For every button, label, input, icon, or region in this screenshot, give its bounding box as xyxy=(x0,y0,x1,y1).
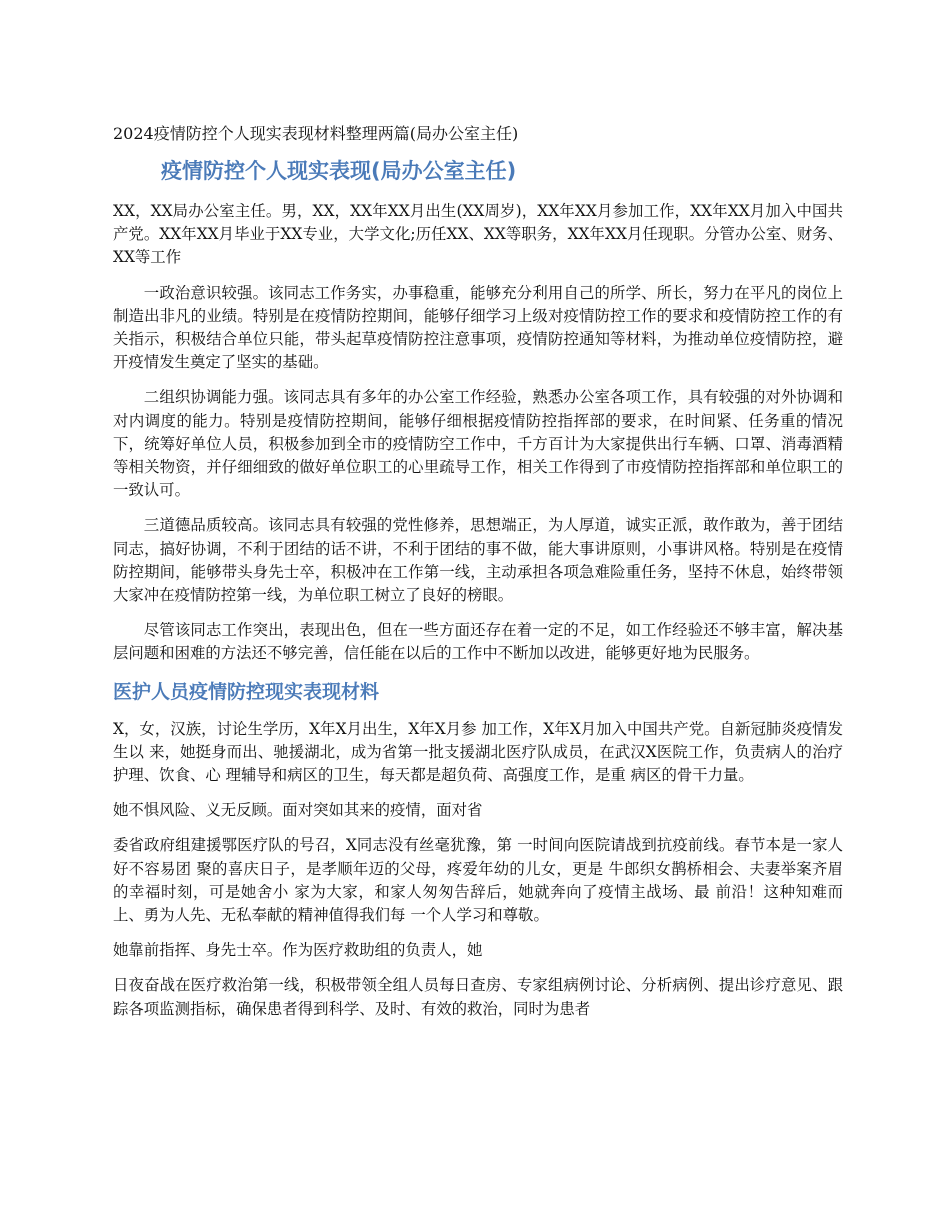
paragraph-moral-quality: 三道德品质较高。该同志具有较强的党性修养，思想端正，为人厚道，诚实正派，敢作敢为，善于团结同志，搞好协调，不利于团结的话不讲，不利于团结的事不做，能大事讲原则，小事讲风格。特别是在疫情防控期间，能够带头身先士卒，积极冲在工作第一线，主动承担各项急难险重任务，坚持不休息，始终带领大家冲在疫情防控第一线，为单位职工树立了良好的榜眼。 xyxy=(113,516,843,605)
section-heading-medical-staff: 医护人员疫情防控现实表现材料 xyxy=(113,680,380,703)
paragraph-fearless: 她不惧风险、义无反顾。面对突如其来的疫情，面对省 xyxy=(113,801,483,820)
paragraph-leading: 她靠前指挥、身先士卒。作为医疗救助组的负责人，她 xyxy=(113,941,483,960)
paragraph-political-awareness: 一政治意识较强。该同志工作务实，办事稳重，能够充分利用自己的所学、所长，努力在平凡的岗位上制造出非凡的业绩。特别是在疫情防控期间，能够仔细学习上级对疫情防控工作的要求和疫情防控工作的有关指示，积极结合单位只能，带头起草疫情防控注意事项，疫情防控通知等材料，为推动单位疫情防控，避开疫情发生奠定了坚实的基础。 xyxy=(113,283,843,372)
paragraph-shortcomings: 尽管该同志工作突出，表现出色，但在一些方面还存在着一定的不足，如工作经验还不够丰富，解决基层问题和困难的方法还不够完善，信任能在以后的工作中不断加以改进，能够更好地为民服务。 xyxy=(113,621,843,663)
section-heading-office-director: 疫情防控个人现实表现(局办公室主任) xyxy=(161,159,517,183)
document-page xyxy=(113,122,843,1033)
paragraph-frontline: 日夜奋战在医疗救治第一线，积极带领全组人员每日查房、专家组病例讨论、分析病例、提出诊疗意见、跟踪各项监测指标，确保患者得到科学、及时、有效的救治，同时为患者 xyxy=(113,976,843,1018)
paragraph-volunteer: 委省政府组建援鄂医疗队的号召，X同志没有丝毫犹豫，第 一时间向医院请战到抗疫前线。春节本是一家人好不容易团 聚的喜庆日子，是孝顺年迈的父母，疼爱年幼的儿女，更是 牛郎织女鹊桥相会、夫妻举案齐眉的幸福时刻，可是她舍小 家为大家，和家人匆匆告辞后，她就奔向了疫情主战场、最 前沿！这种知难而上、勇为人先、无私奉献的精神值得我们每 一个人学习和尊敬。 xyxy=(113,836,843,925)
paragraph-medical-profile: X，女，汉族，讨论生学历，X年X月出生，X年X月参 加工作，X年X月加入中国共产党。自新冠肺炎疫情发生以 来，她挺身而出、驰援湖北，成为省第一批支援湖北医疗队成员，在武汉X医院工作，负责病人的治疗护理、饮食、心 理辅导和病区的卫生，每天都是超负荷、高强度工作，是重 病区的骨干力量。 xyxy=(113,719,843,785)
paragraph-coordination-ability: 二组织协调能力强。该同志具有多年的办公室工作经验，熟悉办公室各项工作，具有较强的对外协调和对内调度的能力。特别是疫情防控期间，能够仔细根据疫情防控指挥部的要求，在时间紧、任务重的情况下，统筹好单位人员，积极参加到全市的疫情防空工作中，千方百计为大家提供出行车辆、口罩、消毒酒精等相关物资，并仔细细致的做好单位职工的心里疏导工作，相关工作得到了市疫情防控指挥部和单位职工的一致认可。 xyxy=(113,388,843,500)
document-title: 2024疫情防控个人现实表现材料整理两篇(局办公室主任) xyxy=(113,124,519,143)
paragraph-profile: XX，XX局办公室主任。男，XX，XX年XX月出生(XX周岁)，XX年XX月参加工作，XX年XX月加入中国共产党。XX年XX月毕业于XX专业，大学文化;历任XX、XX等职务，XX年XX月任现职。分管办公室、财务、XX等工作 xyxy=(113,202,843,267)
